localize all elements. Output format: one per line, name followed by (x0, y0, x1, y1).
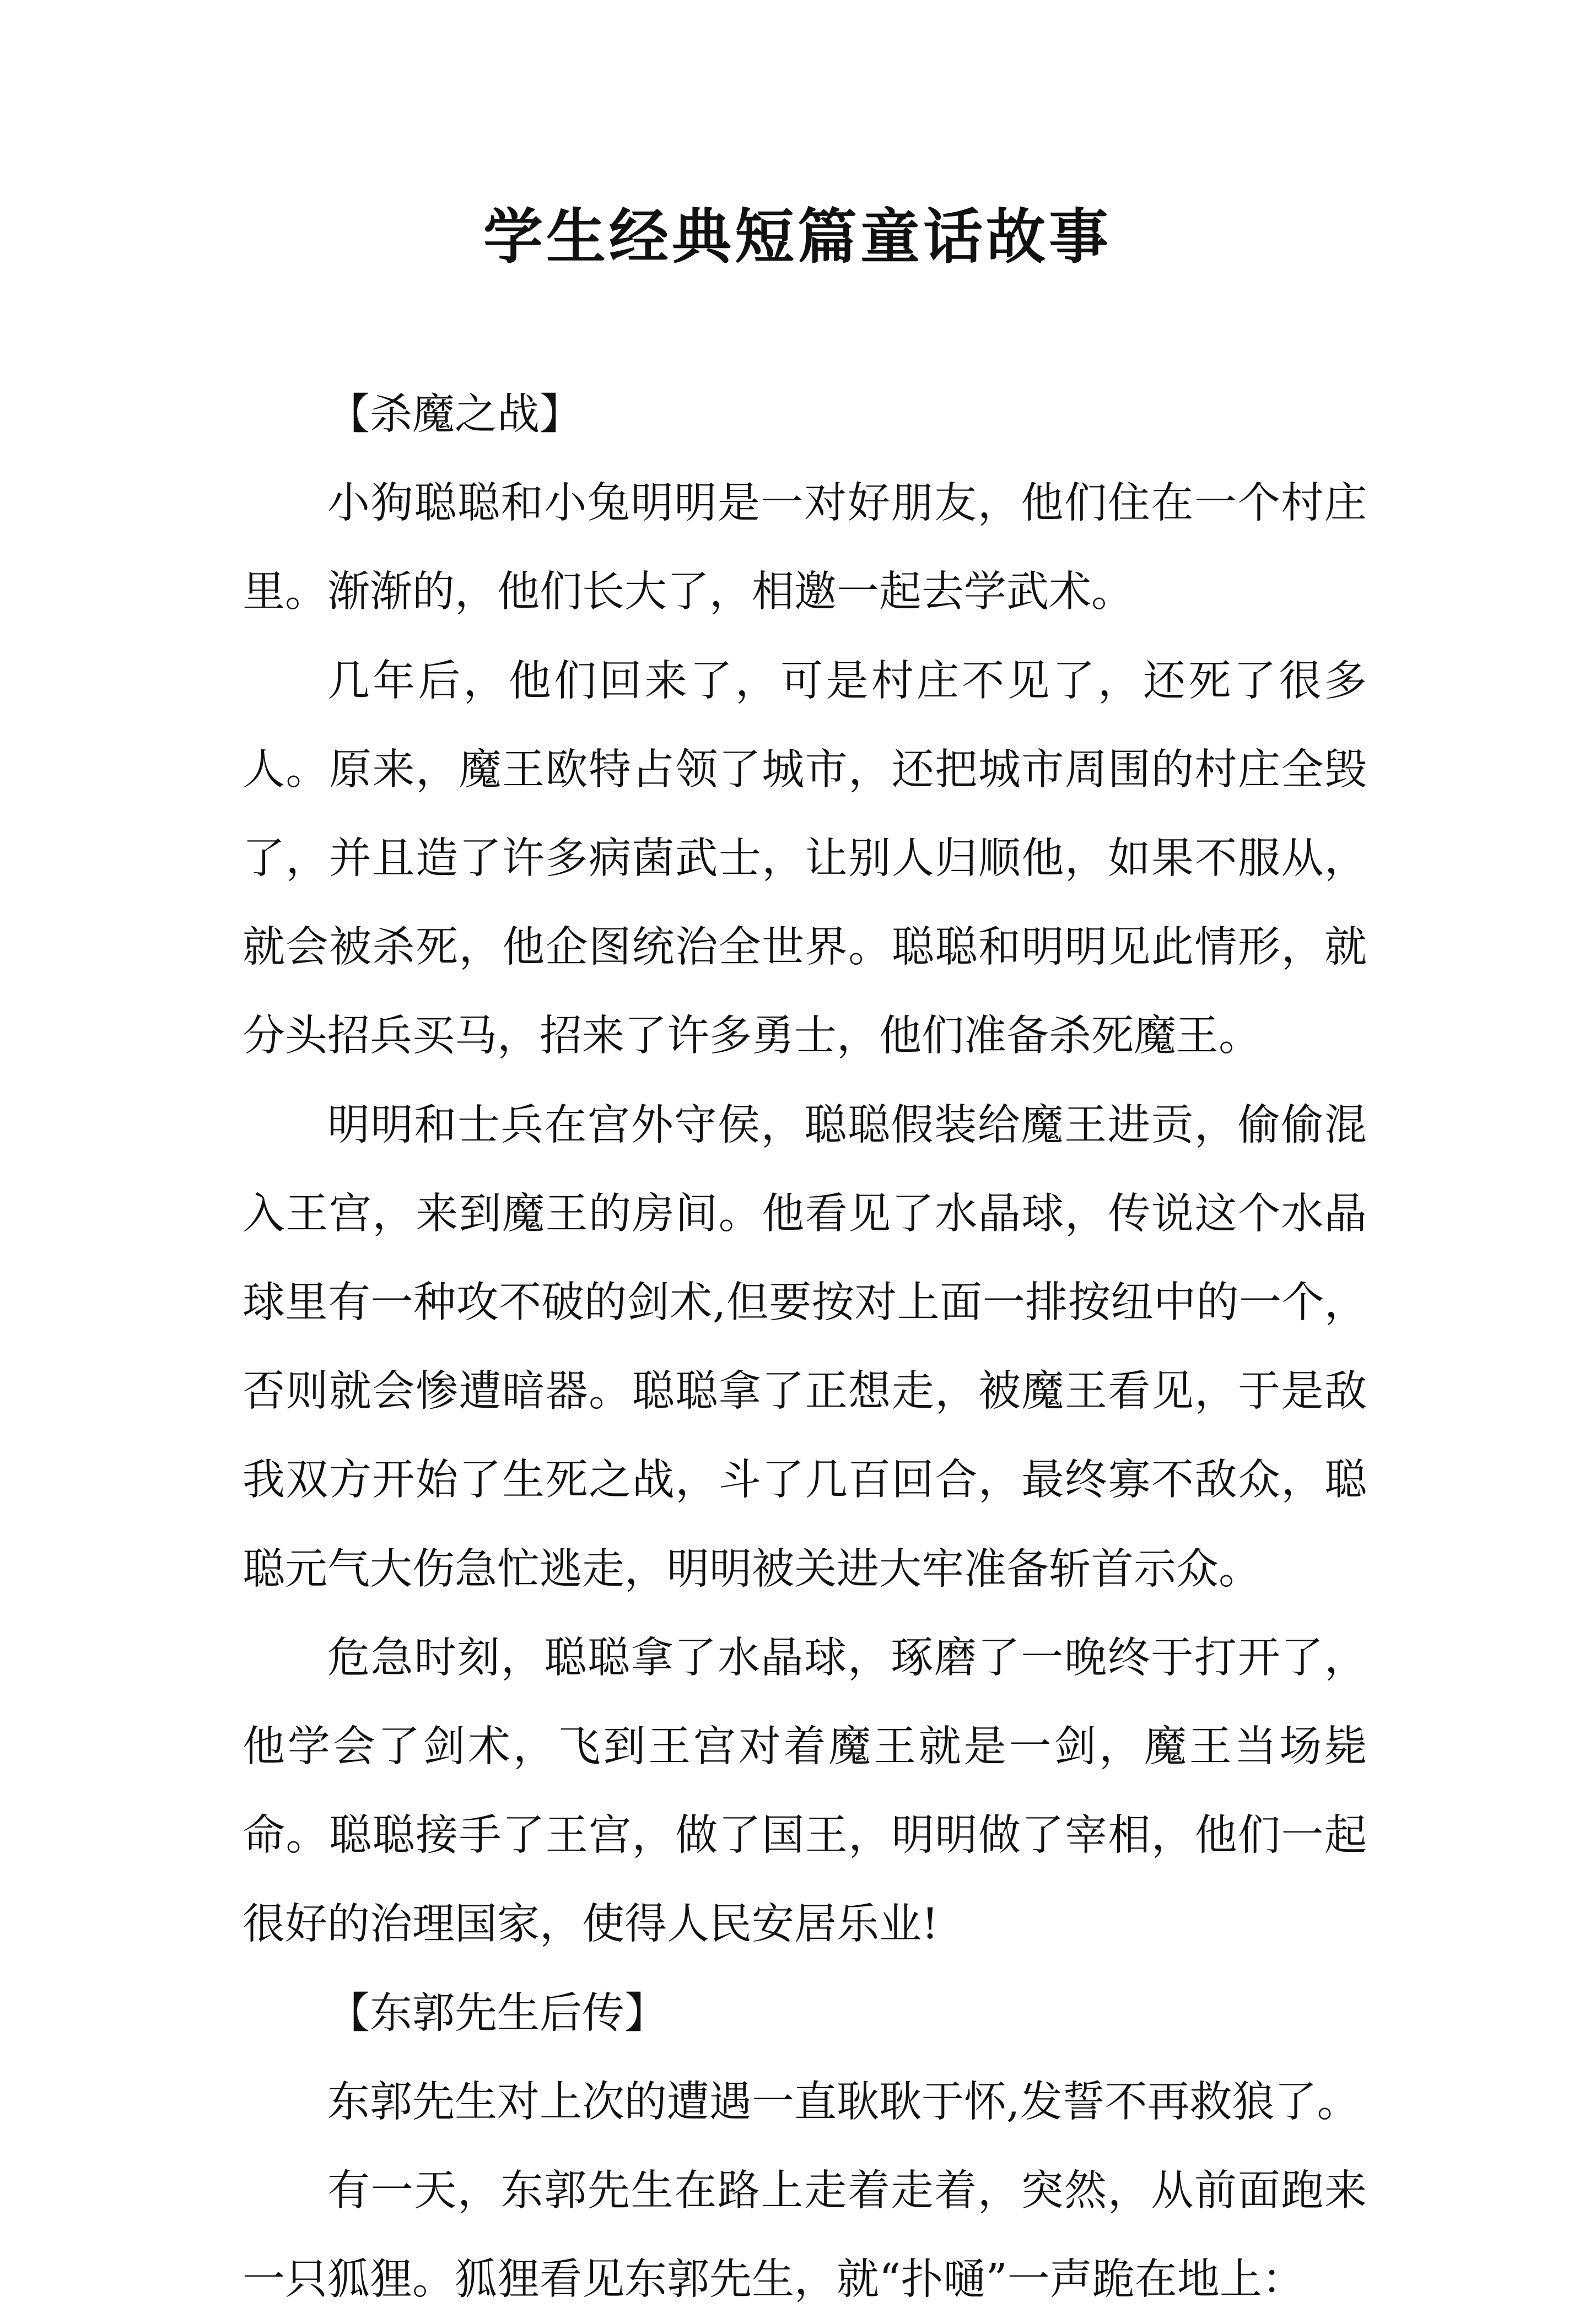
paragraph: 几年后，他们回来了，可是村庄不见了，还死了很多人。原来，魔王欧特占领了城市，还把城市周围的村庄全毁了，并且造了许多病菌武士，让别人归顺他，如果不服从，就会被杀死，他企图统治全世界。聪聪和明明见此情形，就分头招兵买马，招来了许多勇士，他们准备杀死魔王。 (243, 656, 1367, 1061)
paragraph: 东郭先生对上次的遭遇一直耿耿于怀,发誓不再救狼了。 (327, 2077, 1360, 2127)
section-heading: 【东郭先生后传】 (327, 1988, 667, 2038)
paragraph: 明明和士兵在宫外守侯，聪聪假装给魔王进贡，偷偷混入王宫，来到魔王的房间。他看见了水晶球，传说这个水晶球里有一种攻不破的剑术,但要按对上面一排按纽中的一个，否则就会惨遭暗器。聪聪拿了正想走，被魔王看见，于是敌我双方开始了生死之战，斗了几百回合，最终寡不敌众，聪聪元气大伤急忙逃走，明明被关进大牢准备斩首示众。 (243, 1100, 1367, 1594)
document-body (243, 370, 1367, 2324)
section-heading: 【杀魔之战】 (327, 390, 582, 439)
paragraph: 危急时刻，聪聪拿了水晶球，琢磨了一晚终于打开了，他学会了剑术，飞到王宫对着魔王就是一剑，魔王当场毙命。聪聪接手了王宫，做了国王，明明做了宰相，他们一起很好的治理国家，使得人民安居乐业! (243, 1633, 1367, 1949)
document-title: 学生经典短篇童话故事 (483, 202, 1112, 272)
paragraph: 有一天，东郭先生在路上走着走着，突然，从前面跑来一只狐狸。狐狸看见东郭先生，就“扑嗵”一声跪在地上： (243, 2166, 1367, 2305)
paragraph: 小狗聪聪和小兔明明是一对好朋友，他们住在一个村庄里。渐渐的，他们长大了，相邀一起去学武术。 (243, 479, 1367, 617)
